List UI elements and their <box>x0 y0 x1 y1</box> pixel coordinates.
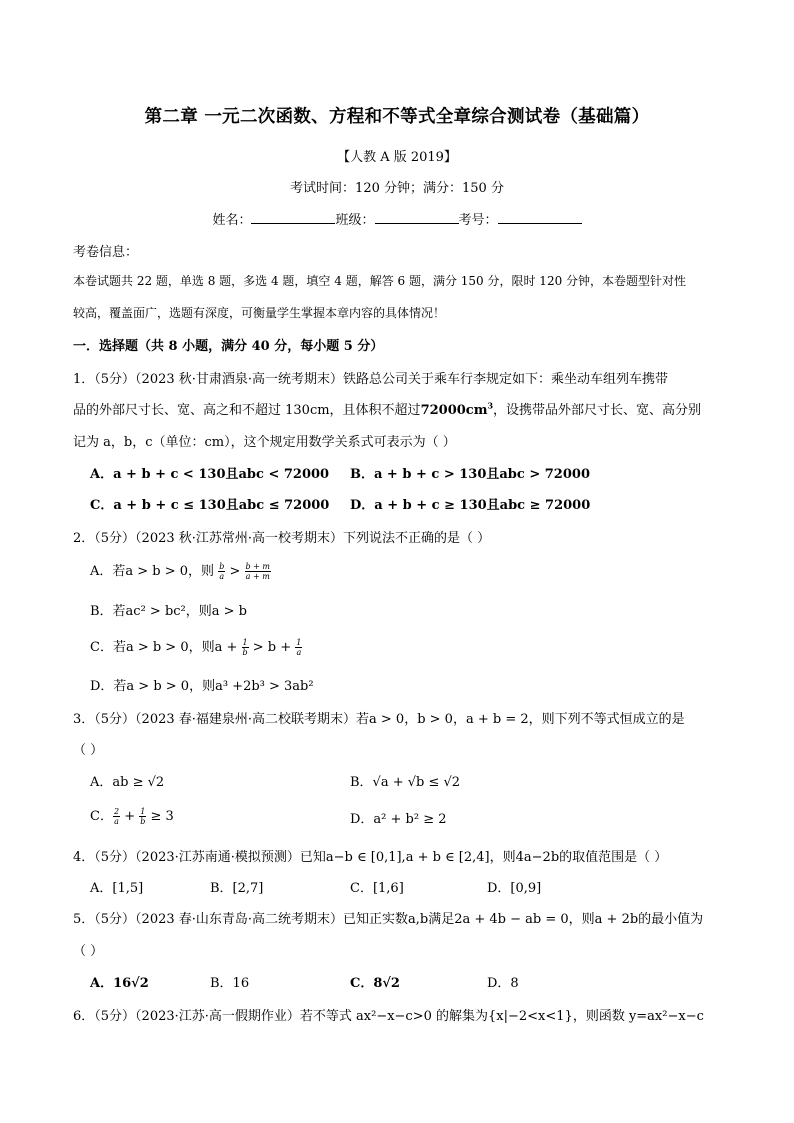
number-label: 考号： <box>458 213 498 228</box>
q5-line2: （ ） <box>73 944 104 959</box>
class-blank[interactable] <box>375 210 459 224</box>
info-line-2: 较高，覆盖面广，选题有深度，可衡量学生掌握本章内容的具体情况！ <box>73 306 446 320</box>
class-label: 班级： <box>335 213 375 228</box>
q4-line1: 4．（5分）（2023·江苏南通·模拟预测）已知a−b ∈ [0,1],a + b ∈ [2,4]，则4a−2b的取值范围是（ ） <box>73 850 668 865</box>
q6-line1: 6．（5分）（2023·江苏·高一假期作业）若不等式 ax²−x−c>0 的解集为{x|−2<x<1}，则函数 y=ax²−x−c <box>73 1009 704 1024</box>
section-heading: 一．选择题（共 8 小题，满分 40 分，每小题 5 分） <box>73 339 384 354</box>
q3-option-a[interactable]: A．ab ≥ √2 <box>90 775 165 790</box>
q5-option-b[interactable]: B．16 <box>210 976 250 991</box>
q3-option-c[interactable]: C． $\frac{2}{a}$ + $\frac{1}{b}$ ≥ 3 <box>90 807 174 826</box>
fraction: $\frac{1}{b}$ <box>242 638 248 657</box>
q5-option-a[interactable]: A．16√2 <box>90 976 149 991</box>
q1-line2: 品的外部尺寸长、宽、高之和不超过 130cm，且体积不超过$72000cm^3$，设携带品外部尺寸长、宽、高分别 <box>73 400 702 418</box>
fraction: $\frac{b}{a}$ <box>219 562 225 581</box>
q4-option-c[interactable]: C．[1,6] <box>350 881 404 896</box>
edition-label: 【人教 A 版 2019】 <box>337 150 457 165</box>
fraction: $\frac{b + m}{a + m}$ <box>245 562 270 581</box>
q5-option-d[interactable]: D．8 <box>487 976 519 991</box>
q1-option-c[interactable]: C．a + b + c ≤ 130且abc ≤ 72000 <box>90 498 330 513</box>
exam-time: 考试时间：120 分钟；满分：150 分 <box>290 181 504 196</box>
name-blank[interactable] <box>251 210 335 224</box>
q5-line1: 5．（5分）（2023 春·山东青岛·高二统考期末）已知正实数a,b满足2a + 4b − ab = 0，则a + 2b的最小值为 <box>73 912 704 927</box>
q2-option-d[interactable]: D．若a > b > 0，则a³ +2b³ > 3ab² <box>90 679 314 694</box>
q4-option-a[interactable]: A．[1,5] <box>90 881 144 896</box>
info-heading: 考卷信息： <box>73 245 139 260</box>
q3-line1: 3．（5分）（2023 春·福建泉州·高二校联考期末）若a > 0，b > 0，a + b = 2，则下列不等式恒成立的是 <box>73 712 685 727</box>
q4-option-d[interactable]: D．[0,9] <box>487 881 542 896</box>
fraction: $\frac{2}{a}$ <box>113 807 120 826</box>
q3-line2: （ ） <box>73 743 104 758</box>
q3-option-b[interactable]: B．√a + √b ≤ √2 <box>350 775 461 790</box>
name-label: 姓名： <box>212 213 252 228</box>
q2-option-a[interactable]: A．若a > b > 0，则 $\frac{b}{a}$ > $\frac{b + m}{a + m}$ <box>90 562 270 581</box>
q2-line1: 2．（5分）（2023 秋·江苏常州·高一校考期末）下列说法不正确的是（ ） <box>73 531 491 546</box>
fraction: $\frac{1}{a}$ <box>296 638 302 657</box>
q4-option-b[interactable]: B．[2,7] <box>210 881 264 896</box>
page-title: 第二章 一元二次函数、方程和不等式全章综合测试卷（基础篇） <box>144 107 650 127</box>
q3-option-d[interactable]: D．a² + b² ≥ 2 <box>350 812 447 827</box>
q1-option-b[interactable]: B．a + b + c > 130且abc > 72000 <box>350 467 590 482</box>
student-info-row <box>0 209 794 228</box>
number-blank[interactable] <box>498 210 582 224</box>
q2-option-b[interactable]: B．若ac² > bc²，则a > b <box>90 604 247 619</box>
q2-option-c[interactable]: C．若a > b > 0，则a + $\frac{1}{b}$ > b + $\frac{1}{a}$ <box>90 638 302 657</box>
q1-option-a[interactable]: A．a + b + c < 130且abc < 72000 <box>90 467 330 482</box>
q5-option-c[interactable]: C．8√2 <box>350 976 400 991</box>
info-line-1: 本卷试题共 22 题，单选 8 题，多选 4 题，填空 4 题，解答 6 题，满分 150 分，限时 120 分钟，本卷题型针对性 <box>73 274 687 288</box>
q1-line1: 1．（5分）（2023 秋·甘肃酒泉·高一统考期末）铁路总公司关于乘车行李规定如下：乘坐动车组列车携带 <box>73 372 669 387</box>
q1-option-d[interactable]: D．a + b + c ≥ 130且abc ≥ 72000 <box>350 498 591 513</box>
q1-line3: 记为 a，b，c（单位：cm），这个规定用数学关系式可表示为（ ） <box>73 435 456 450</box>
fraction: $\frac{1}{b}$ <box>140 807 146 826</box>
